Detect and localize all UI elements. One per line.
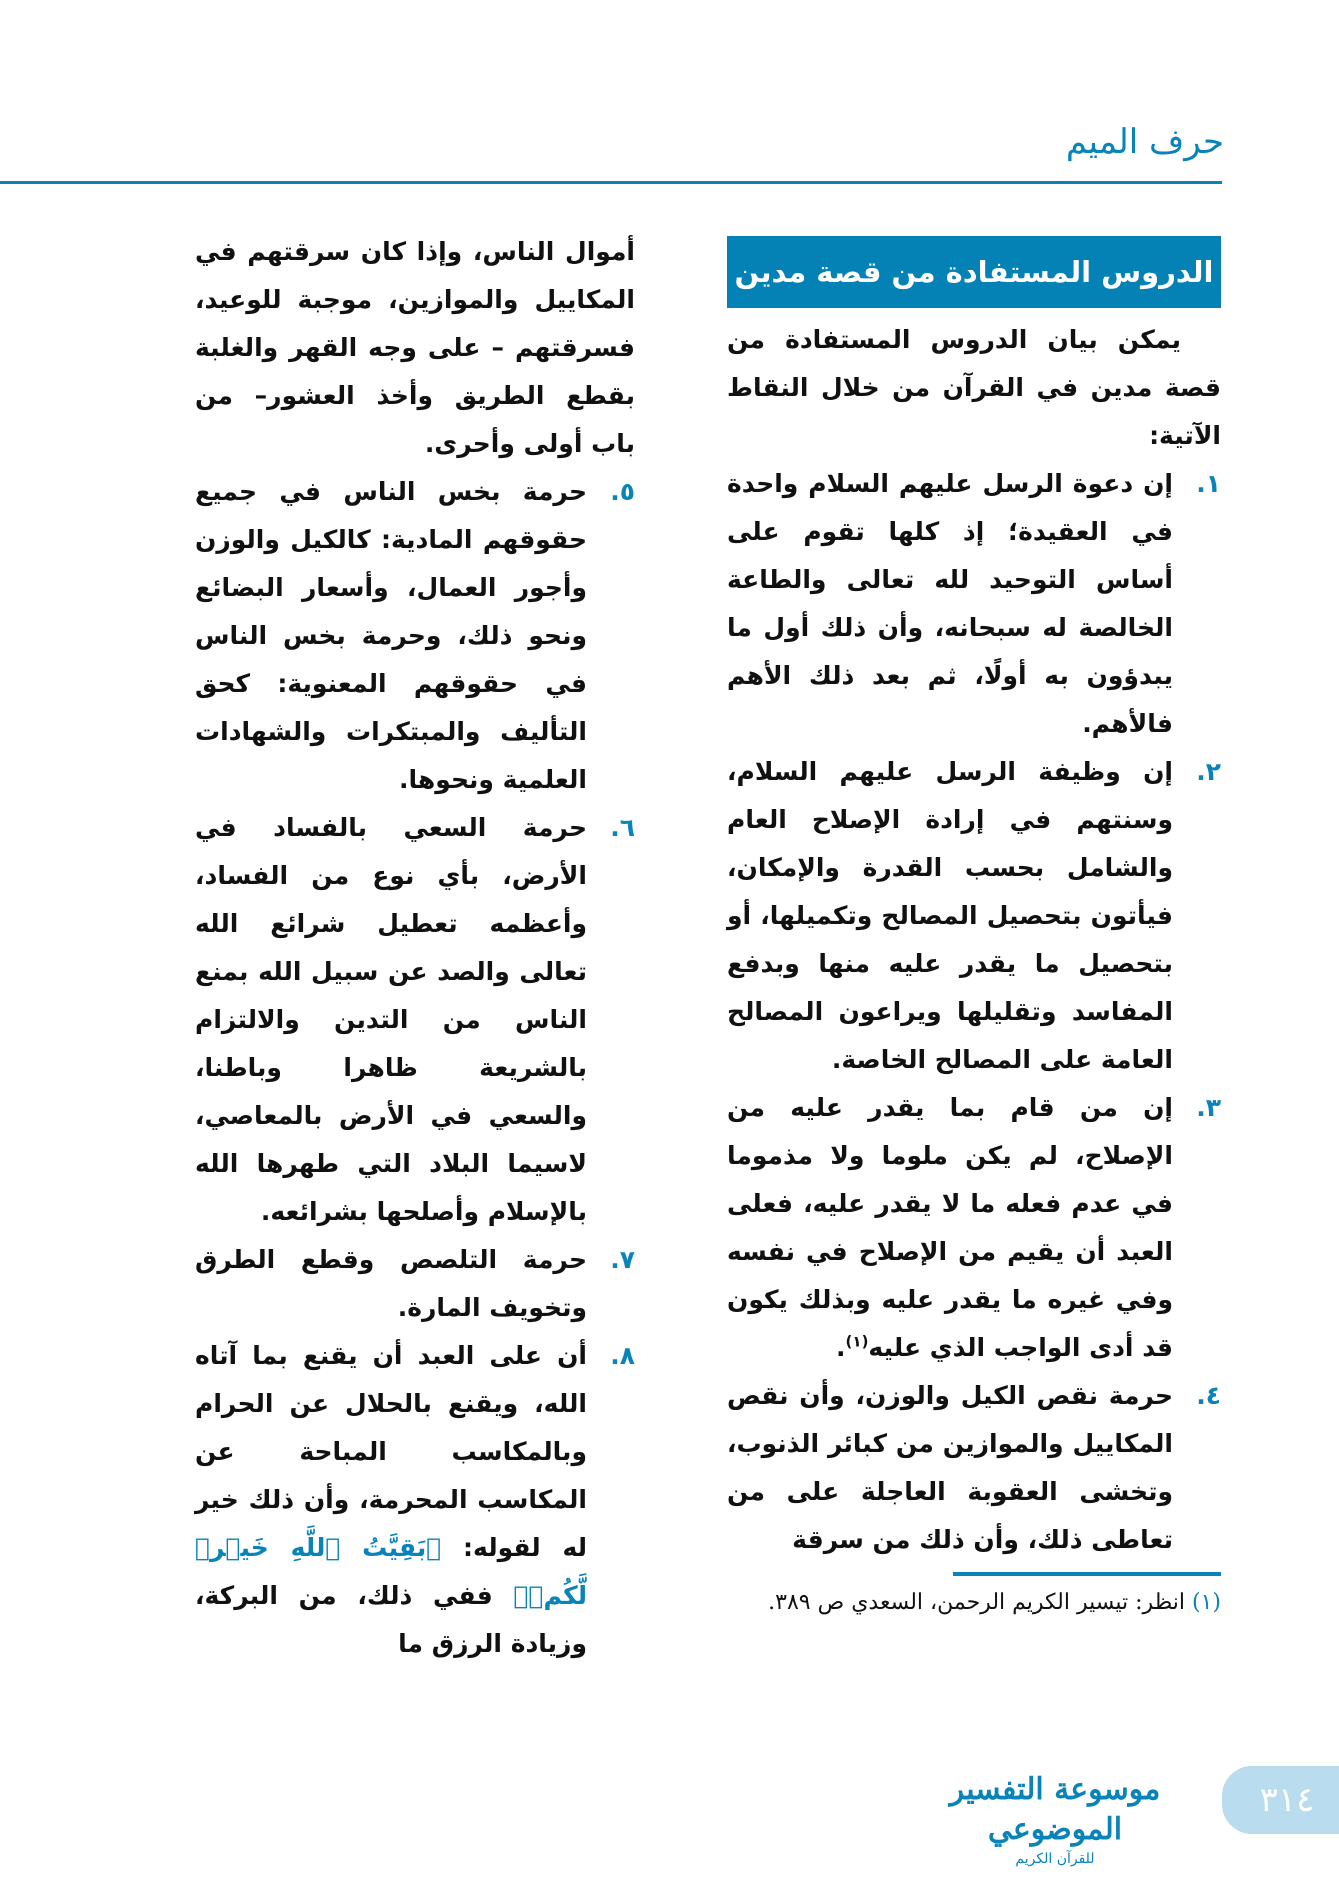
page-number: ٣١٤ (1222, 1766, 1339, 1834)
list-item (727, 748, 1221, 1084)
item-number: ١. (1196, 469, 1221, 498)
continuation-paragraph: أموال الناس، وإذا كان سرقتهم في المكاييل والموازين، موجبة للوعيد، فسرقتهم – على وجه القهر والغلبة بقطع الطريق وأخذ العشور– من باب أولى وأحرى. (195, 237, 635, 458)
item-number: ٢. (1196, 757, 1221, 786)
left-column (195, 228, 635, 1668)
footnote-text: انظر: تيسير الكريم الرحمن، السعدي ص ٣٨٩. (768, 1590, 1185, 1615)
right-column (727, 236, 1221, 1620)
item-text: إن من قام بما يقدر عليه من الإصلاح، لم يكن ملوما ولا مذموما في عدم فعله ما لا يقدر عليه، فعلى العبد أن يقيم من الإصلاح في نفسه وفي غيره ما يقدر عليه وبذلك يكون قد أدى الواجب الذي عليه (727, 1093, 1173, 1362)
item-text: حرمة التلصص وقطع الطرق وتخويف المارة. (195, 1245, 587, 1322)
footnote-rule (953, 1572, 1221, 1576)
footnote-number: (١) (1191, 1590, 1221, 1615)
quran-verse: ﴿بَقِيَّتُ ٱللَّهِ خَيۡرٞ لَّكُمۡ﴾ (195, 1533, 587, 1610)
header-rule (0, 181, 1222, 184)
item-number: ٤. (1196, 1381, 1221, 1410)
item-tail: . (836, 1333, 846, 1362)
list-item (727, 1084, 1221, 1372)
item-text: حرمة السعي بالفساد في الأرض، بأي نوع من الفساد، وأعظمه تعطيل شرائع الله تعالى والصد عن سبيل الله بمنع الناس من التدين والالتزام بالشريعة ظاهرا وباطنا، والسعي في الأرض بالمعاصي، لاسيما البلاد التي طهرها الله بالإسلام وأصلحها بشرائعه. (195, 813, 587, 1226)
intro-paragraph: يمكن بيان الدروس المستفادة من قصة مدين في القرآن من خلال النقاط الآتية: (727, 325, 1221, 450)
footnote (727, 1586, 1221, 1620)
list-item (195, 1236, 635, 1332)
footnote-ref[interactable]: (١) (845, 1332, 869, 1351)
encyclopedia-logo (930, 1770, 1180, 1868)
item-text: حرمة بخس الناس في جميع حقوقهم المادية: كالكيل والوزن وأجور العمال، وأسعار البضائع ونحو ذلك، وحرمة بخس الناس في حقوقهم المعنوية: كحق التأليف والمبتكرات والشهادات العلمية ونحوها. (195, 477, 587, 794)
item-number: ٥. (610, 477, 635, 506)
list-item (195, 1332, 635, 1668)
logo-title: موسوعة التفسير الموضوعي (949, 1772, 1161, 1847)
item-text: أن على العبد أن يقنع بما آتاه الله، ويقنع بالحلال عن الحرام وبالمكاسب المباحة عن المكاسب المحرمة، وأن ذلك خير له لقوله: (195, 1341, 587, 1562)
item-number: ٧. (610, 1245, 635, 1274)
item-number: ٣. (1196, 1093, 1221, 1122)
logo-subtitle: للقرآن الكريم (1015, 1851, 1095, 1867)
list-item (195, 804, 635, 1236)
item-text: إن وظيفة الرسل عليهم السلام، وسنتهم في إرادة الإصلاح العام والشامل بحسب القدرة والإمكان، فيأتون بتحصيل المصالح وتكميلها، أو بتحصيل ما يقدر عليه منها وبدفع المفاسد وتقليلها ويراعون المصالح العامة على المصالح الخاصة. (727, 757, 1173, 1074)
list-item (195, 468, 635, 804)
list-item (727, 460, 1221, 748)
item-number: ٨. (610, 1341, 635, 1370)
list-item (727, 1372, 1221, 1564)
item-text-after: ففي ذلك، من البركة، وزيادة الرزق ما (195, 1581, 587, 1658)
item-number: ٦. (610, 813, 635, 842)
item-text: إن دعوة الرسل عليهم السلام واحدة في العقيدة؛ إذ كلها تقوم على أساس التوحيد لله تعالى والطاعة الخالصة له سبحانه، وأن ذلك أول ما يبدؤون به أولًا، ثم بعد ذلك الأهم فالأهم. (727, 469, 1173, 738)
section-title: الدروس المستفادة من قصة مدين (727, 236, 1221, 308)
item-text: حرمة نقص الكيل والوزن، وأن نقص المكاييل والموازين من كبائر الذنوب، وتخشى العقوبة العاجلة على من تعاطى ذلك، وأن ذلك من سرقة (727, 1381, 1173, 1554)
running-head: حرف الميم (1065, 122, 1224, 162)
